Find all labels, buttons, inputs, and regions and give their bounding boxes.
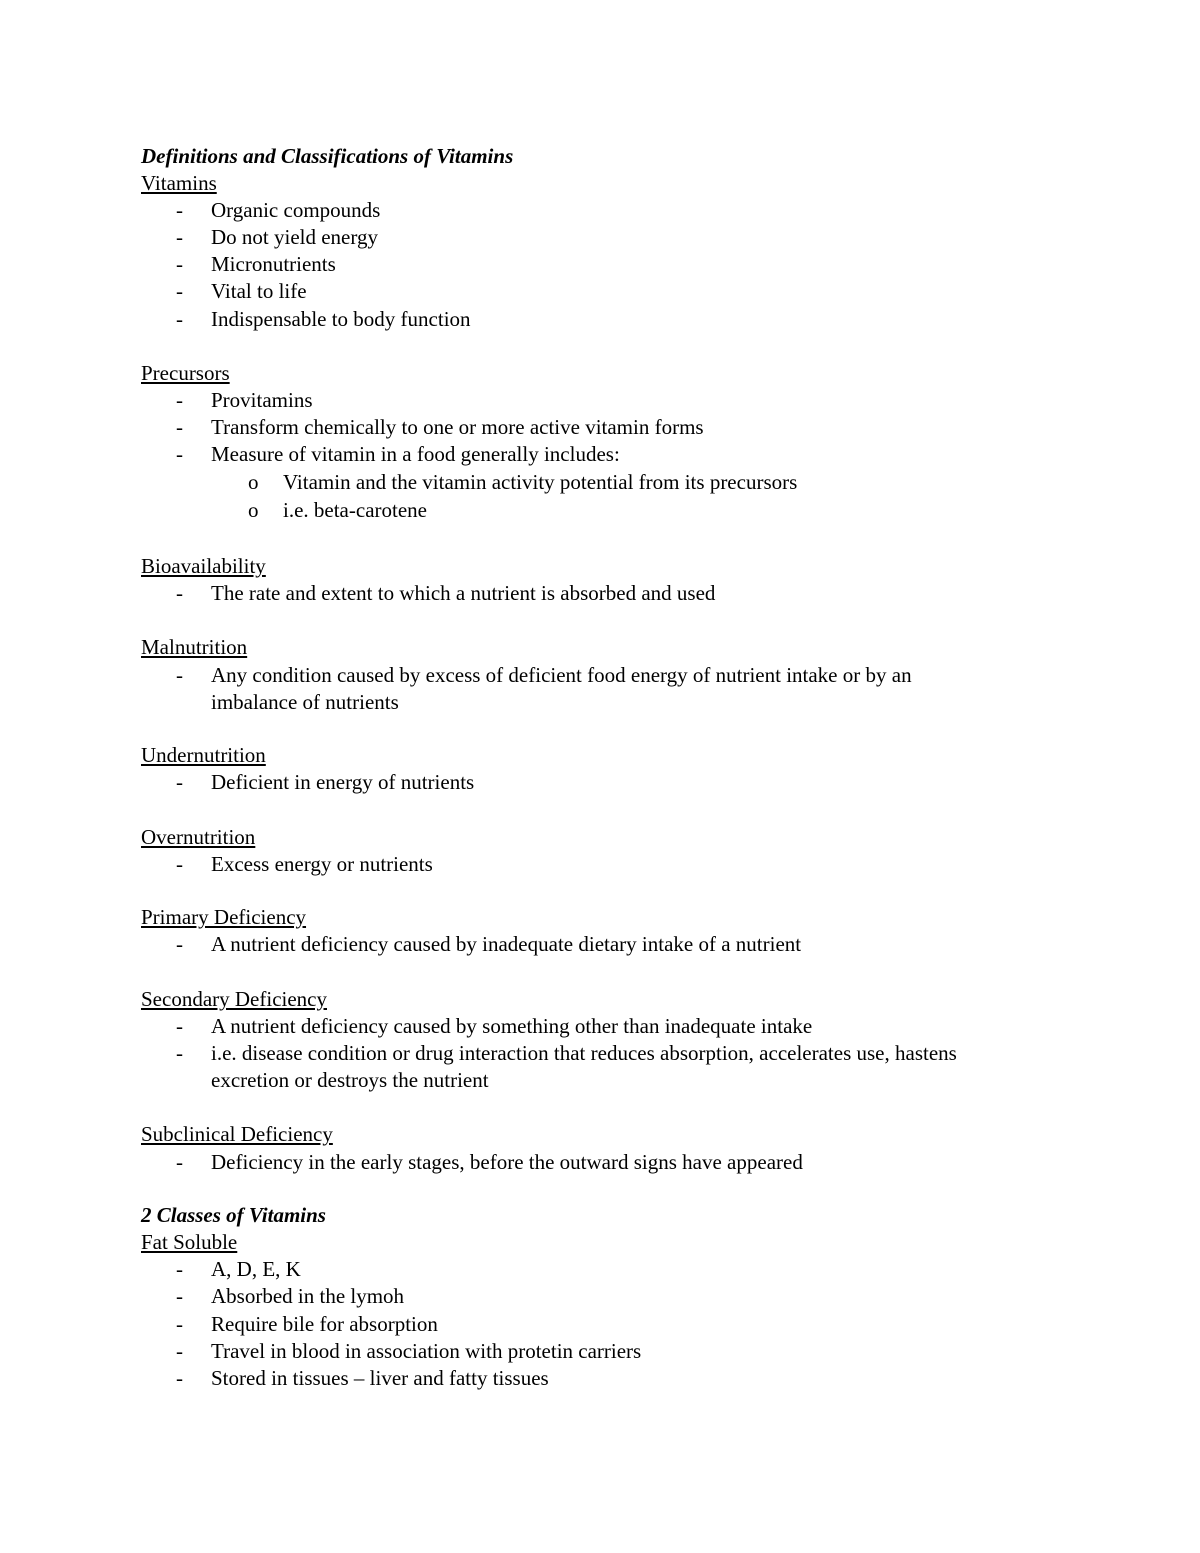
list-item: Micronutrients (211, 252, 336, 276)
list-item: Any condition caused by excess of deficient food energy of nutrient intake or by an (211, 663, 912, 687)
bullet-dash: - (176, 279, 183, 303)
term-malnutrition: Malnutrition (141, 635, 248, 659)
section-heading: Definitions and Classifications of Vitamins (141, 144, 514, 168)
term-vitamins: Vitamins (141, 171, 217, 195)
list-item: Provitamins (211, 388, 313, 412)
list-item: Indispensable to body function (211, 307, 471, 331)
list-item: A nutrient deficiency caused by inadequate dietary intake of a nutrient (211, 932, 802, 956)
bullet-dash: - (176, 770, 183, 794)
bullet-dash: - (176, 1366, 183, 1390)
term-undernutrition: Undernutrition (141, 743, 266, 767)
term-primary-deficiency: Primary Deficiency (141, 905, 307, 929)
bullet-dash: - (176, 1284, 183, 1308)
sub-list-item: i.e. beta-carotene (283, 498, 427, 522)
term-bioavailability: Bioavailability (141, 554, 266, 578)
bullet-dash: - (176, 1041, 183, 1065)
bullet-dash: - (176, 388, 183, 412)
bullet-dash: - (176, 1150, 183, 1174)
list-item: Stored in tissues – liver and fatty tissues (211, 1366, 549, 1390)
list-item: Deficient in energy of nutrients (211, 770, 475, 794)
list-item-continuation: imbalance of nutrients (211, 690, 399, 714)
bullet-dash: - (176, 1014, 183, 1038)
bullet-dash: - (176, 663, 183, 687)
bullet-dash: - (176, 442, 183, 466)
bullet-dash: - (176, 307, 183, 331)
bullet-dash: - (176, 415, 183, 439)
list-item: Require bile for absorption (211, 1312, 438, 1336)
bullet-circle: o (248, 498, 259, 522)
term-subclinical-deficiency: Subclinical Deficiency (141, 1122, 333, 1146)
term-fat-soluble: Fat Soluble (141, 1230, 238, 1254)
list-item: i.e. disease condition or drug interaction that reduces absorption, accelerates use, hastens (211, 1041, 957, 1065)
bullet-dash: - (176, 225, 183, 249)
bullet-dash: - (176, 1312, 183, 1336)
bullet-dash: - (176, 198, 183, 222)
term-secondary-deficiency: Secondary Deficiency (141, 987, 327, 1011)
list-item: A nutrient deficiency caused by something other than inadequate intake (211, 1014, 813, 1038)
list-item: Excess energy or nutrients (211, 852, 433, 876)
bullet-dash: - (176, 932, 183, 956)
term-overnutrition: Overnutrition (141, 825, 256, 849)
list-item: Absorbed in the lymoh (211, 1284, 405, 1308)
list-item: The rate and extent to which a nutrient is absorbed and used (211, 581, 716, 605)
bullet-dash: - (176, 1339, 183, 1363)
term-precursors: Precursors (141, 361, 230, 385)
bullet-dash: - (176, 852, 183, 876)
list-item: Deficiency in the early stages, before the outward signs have appeared (211, 1150, 803, 1174)
bullet-circle: o (248, 470, 259, 494)
list-item: A, D, E, K (211, 1257, 301, 1281)
list-item: Vital to life (211, 279, 307, 303)
list-item: Do not yield energy (211, 225, 378, 249)
list-item: Measure of vitamin in a food generally includes: (211, 442, 620, 466)
bullet-dash: - (176, 252, 183, 276)
list-item: Transform chemically to one or more active vitamin forms (211, 415, 704, 439)
bullet-dash: - (176, 581, 183, 605)
sub-list-item: Vitamin and the vitamin activity potential from its precursors (283, 470, 798, 494)
bullet-dash: - (176, 1257, 183, 1281)
list-item-continuation: excretion or destroys the nutrient (211, 1068, 489, 1092)
section-heading: 2 Classes of Vitamins (141, 1203, 326, 1227)
list-item: Organic compounds (211, 198, 381, 222)
list-item: Travel in blood in association with protetin carriers (211, 1339, 642, 1363)
